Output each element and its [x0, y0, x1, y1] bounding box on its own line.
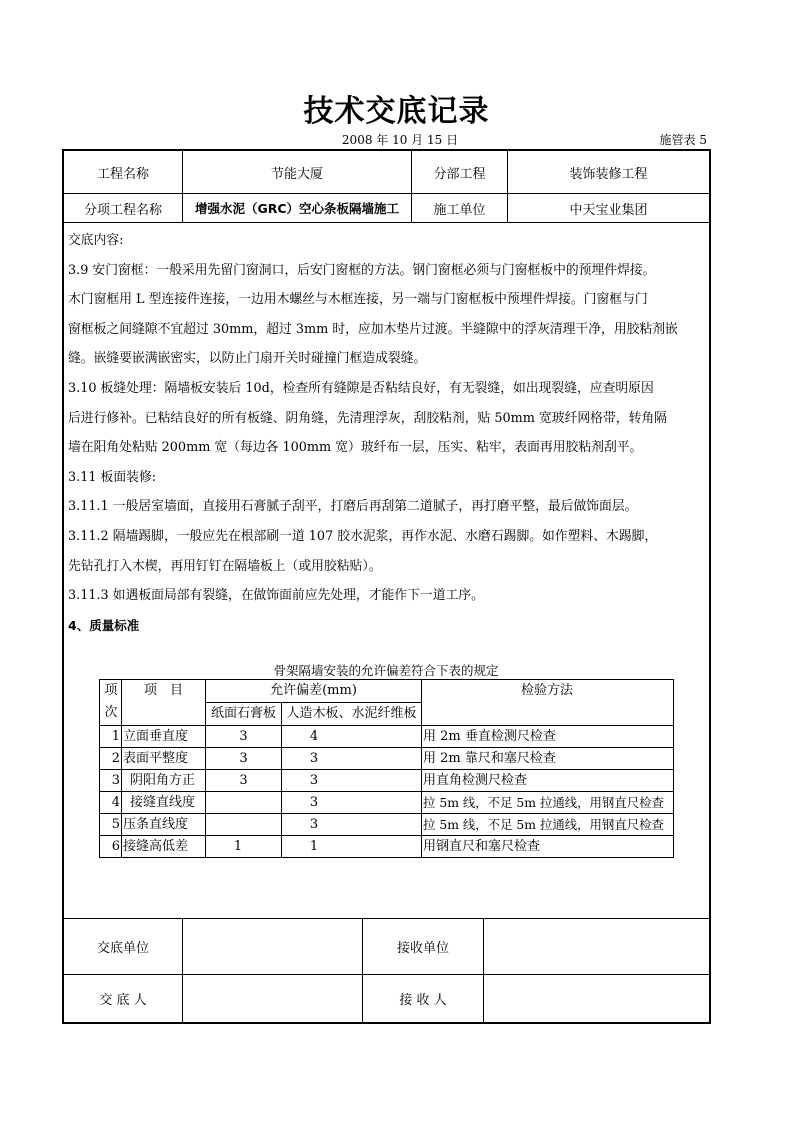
row-method: 用 2m 垂直检测尺检查	[423, 729, 556, 744]
header-seq: 次	[104, 705, 118, 720]
content-line: 缝。嵌缝要嵌满嵌密实，以防止门扇开关时碰撞门框造成裂缝。	[68, 351, 427, 367]
header-method: 检验方法	[520, 683, 573, 698]
row-wood-cement: 4	[309, 729, 319, 744]
document-title: 技术交底记录	[303, 94, 490, 129]
row-seq: 1	[111, 729, 120, 744]
row-method: 用 2m 靠尺和塞尺检查	[423, 751, 556, 766]
content-line: 3.9 安门窗框：一般采用先留门窗洞口，后安门窗框的方法。钢门窗框必须与门窗框板中的预埋件焊接。	[68, 262, 656, 278]
content-line: 先钻孔打入木楔，再用钉钉在隔墙板上（或用胶粘贴）。	[68, 558, 382, 574]
project-name-label: 工程名称	[96, 166, 149, 182]
subitem-label: 分项工程名称	[83, 202, 162, 218]
receiver-unit-field[interactable]	[484, 919, 709, 974]
row-method: 拉 5m 线，不足 5m 拉通线，用钢直尺检查	[423, 795, 664, 810]
header-tolerance: 允许偏差(mm)	[270, 683, 357, 698]
row-wood-cement: 3	[309, 773, 319, 788]
row-seq: 6	[111, 839, 120, 854]
header-item: 项 目	[143, 683, 183, 698]
content-line: 3.11.3 如遇板面局部有裂缝，在做饰面前应先处理，才能作下一道工序。	[68, 588, 484, 604]
receiver-unit-label: 接收单位	[396, 941, 449, 956]
row-wood-cement: 3	[309, 795, 319, 810]
row-item: 阴阳角方正	[130, 773, 196, 788]
row-seq: 3	[111, 773, 120, 788]
content-line: 后进行修补。已粘结良好的所有板缝、阴角缝，先清理浮灰，刮胶粘剂，贴 50mm 宽玻纤网格带，转角隔	[68, 410, 667, 426]
row-seq: 4	[111, 795, 120, 810]
row-item: 压条直线度	[123, 817, 189, 832]
content-line: 3.11.1 一般居室墙面，直接用石膏腻子刮平，打磨后再刮第二道腻子，再打磨平整，最后做饰面层。	[68, 499, 638, 515]
contractor-value[interactable]: 中天宝业集团	[569, 202, 648, 218]
project-name-value[interactable]: 节能大厦	[270, 166, 323, 182]
header-seq: 项	[104, 683, 118, 698]
issuer-person-field[interactable]	[183, 975, 362, 1022]
issuer-unit-field[interactable]	[183, 919, 362, 974]
contractor-label: 施工单位	[433, 202, 486, 218]
row-gypsum: 3	[239, 751, 248, 766]
content-line: 3.11 板面装修:	[68, 469, 157, 485]
row-gypsum: 3	[239, 773, 248, 788]
row-gypsum: 3	[239, 729, 248, 744]
content-line: 木门窗框用 L 型连接件连接，一边用木螺丝与木框连接，另一端与门窗框板中预埋件焊接。门窗框与门	[68, 292, 648, 308]
subitem-value[interactable]: 增强水泥（GRC）空心条板隔墙施工	[194, 201, 400, 216]
content-line: 3.11.2 隔墙踢脚，一般应先在根部刷一道 107 胶水泥浆，再作水泥、水磨石踢脚。如作塑料、木踢脚，	[68, 528, 658, 544]
header-wood-cement: 人造木板、水泥纤维板	[286, 706, 417, 721]
row-method: 用钢直尺和塞尺检查	[423, 839, 541, 854]
quality-standard-heading: 4、质量标准	[68, 617, 140, 633]
form-number: 施管表 5	[659, 133, 707, 147]
row-divider	[64, 222, 709, 223]
tolerance-table	[99, 679, 674, 858]
division-label: 分部工程	[433, 166, 486, 182]
briefing-content	[68, 226, 708, 640]
row-item: 接缝直线度	[130, 795, 196, 810]
tolerance-table-caption: 骨架隔墙安装的允许偏差符合下表的规定	[273, 663, 499, 678]
row-method: 用直角检测尺检查	[423, 773, 528, 788]
row-method: 拉 5m 线，不足 5m 拉通线，用钢直尺检查	[423, 817, 664, 832]
row-wood-cement: 1	[309, 839, 319, 854]
row-item: 立面垂直度	[123, 729, 189, 744]
issuer-unit-label: 交底单位	[96, 941, 149, 956]
document-date: 2008 年 10 月 15 日	[341, 133, 459, 147]
row-seq: 2	[111, 751, 120, 766]
receiver-person-field[interactable]	[484, 975, 709, 1022]
issuer-person-label: 交 底 人	[99, 993, 147, 1008]
content-line: 窗框板之间缝隙不宜超过 30mm，超过 3mm 时，应加木垫片过渡。半缝隙中的浮灰清理干净，用胶粘剂嵌	[68, 321, 678, 337]
division-value[interactable]: 装饰装修工程	[569, 166, 648, 182]
row-item: 表面平整度	[123, 751, 189, 766]
content-line: 墙在阳角处粘贴 200mm 宽（每边各 100mm 宽）玻纤布一层，压实、粘牢，表面再用胶粘剂刮平。	[68, 440, 643, 456]
row-wood-cement: 3	[309, 751, 319, 766]
header-gypsum: 纸面石膏板	[210, 706, 276, 721]
content-label: 交底内容:	[68, 233, 124, 248]
content-line: 3.10 板缝处理：隔墙板安装后 10d，检查所有缝隙是否粘结良好，有无裂缝，如出现裂缝，应查明原因	[68, 380, 654, 396]
row-wood-cement: 3	[309, 817, 319, 832]
receiver-person-label: 接 收 人	[399, 993, 447, 1008]
row-gypsum: 1	[233, 839, 243, 854]
row-item: 接缝高低差	[123, 839, 189, 854]
row-seq: 5	[111, 817, 120, 832]
